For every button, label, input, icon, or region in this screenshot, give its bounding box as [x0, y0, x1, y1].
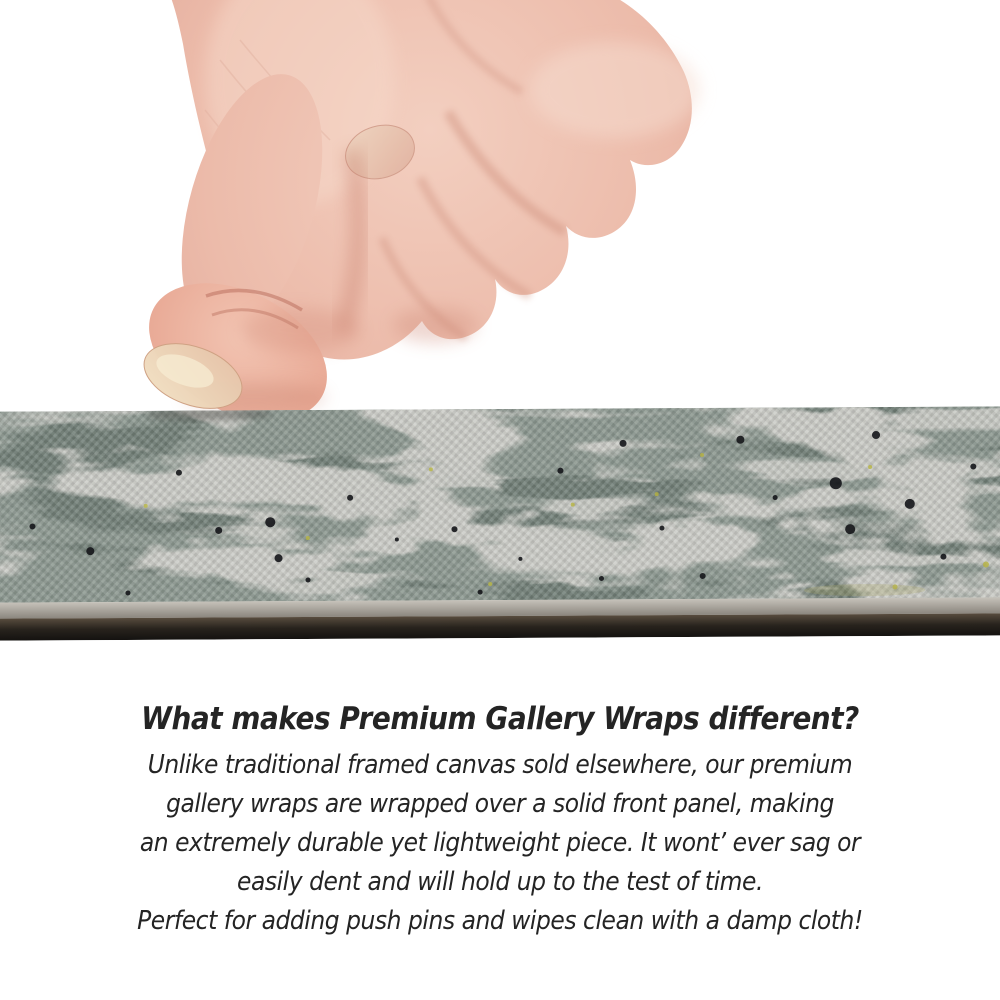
canvas-face [0, 406, 1000, 602]
canvas-strip-photo [0, 406, 1000, 640]
info-text-block [50, 701, 950, 941]
body-line-1: Unlike traditional framed canvas sold elsewhere, our premium [147, 750, 853, 780]
body-line-4: easily dent and will hold up to the test of time. [237, 867, 763, 897]
hand-photo [0, 0, 1000, 450]
page-title: What makes Premium Gallery Wraps different? [141, 701, 859, 737]
body-line-2: gallery wraps are wrapped over a solid front panel, making [166, 789, 834, 819]
body-line-5: Perfect for adding push pins and wipes clean with a damp cloth! [137, 906, 863, 936]
body-line-3: an extremely durable yet lightweight piece. It wont’ ever sag or [139, 828, 861, 858]
